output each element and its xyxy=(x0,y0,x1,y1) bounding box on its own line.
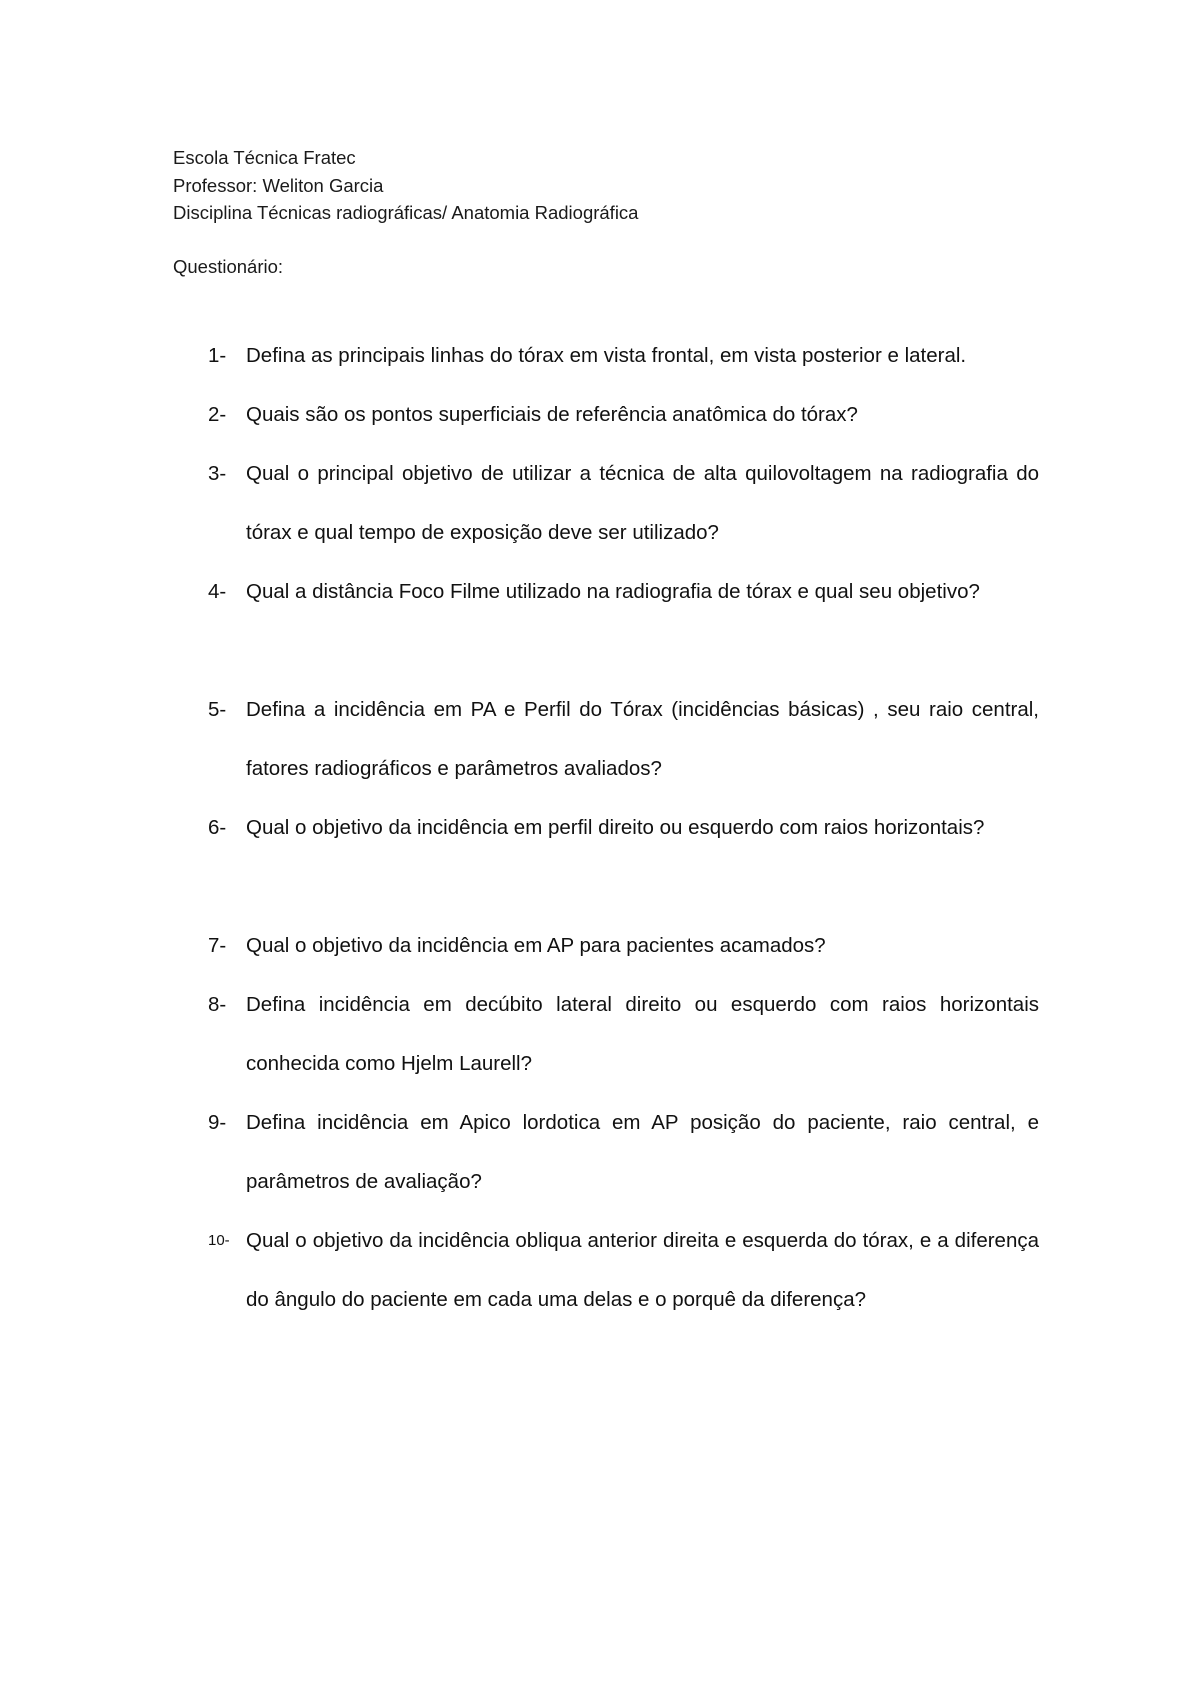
question-text: Quais são os pontos superficiais de referência anatômica do tórax? xyxy=(246,403,858,426)
question-number: 2- xyxy=(208,403,227,426)
question-item xyxy=(208,385,1039,444)
question-number: 10- xyxy=(208,1232,230,1249)
question-item xyxy=(208,1211,1039,1329)
subject-name: Disciplina Técnicas radiográficas/ Anatomia Radiográfica xyxy=(173,202,639,223)
question-number: 6- xyxy=(208,816,227,839)
document-header xyxy=(173,144,638,280)
question-text: Defina incidência em Apico lordotica em AP posição do paciente, raio central, e parâmetros de avaliação? xyxy=(246,1111,1039,1193)
question-item xyxy=(208,326,1039,385)
question-text: Qual a distância Foco Filme utilizado na radiografia de tórax e qual seu objetivo? xyxy=(246,580,980,603)
question-text: Qual o principal objetivo de utilizar a técnica de alta quilovoltagem na radiografia do tórax e qual tempo de exposição deve ser utilizado? xyxy=(246,462,1039,544)
question-text: Qual o objetivo da incidência em perfil direito ou esquerdo com raios horizontais? xyxy=(246,816,985,839)
teacher-name: Professor: Weliton Garcia xyxy=(173,174,384,196)
question-item xyxy=(208,680,1039,798)
question-text: Defina as principais linhas do tórax em vista frontal, em vista posterior e lateral. xyxy=(246,344,967,367)
question-text: Defina incidência em decúbito lateral direito ou esquerdo com raios horizontais conhecida como Hjelm Laurell? xyxy=(246,993,1039,1075)
question-number: 7- xyxy=(208,934,227,957)
question-number: 4- xyxy=(208,580,227,603)
question-text: Defina a incidência em PA e Perfil do Tórax (incidências básicas) , seu raio central, fatores radiográficos e parâmetros avaliados? xyxy=(246,698,1039,780)
question-number: 3- xyxy=(208,462,227,485)
question-item xyxy=(208,916,1039,975)
question-item xyxy=(208,975,1039,1093)
question-number: 8- xyxy=(208,993,227,1016)
school-name: Escola Técnica Fratec xyxy=(173,147,356,168)
header-spacer xyxy=(173,227,638,253)
question-item xyxy=(208,798,1039,857)
question-text: Qual o objetivo da incidência em AP para pacientes acamados? xyxy=(246,934,826,957)
question-item xyxy=(208,444,1039,562)
question-text: Qual o objetivo da incidência obliqua anterior direita e esquerda do tórax, e a diferença do ângulo do paciente em cada uma delas e o porquê da diferença? xyxy=(246,1229,1039,1311)
question-item xyxy=(208,562,1039,621)
section-title: Questionário: xyxy=(173,255,284,277)
question-number: 9- xyxy=(208,1111,227,1134)
question-number: 1- xyxy=(208,344,227,367)
question-item xyxy=(208,1093,1039,1211)
question-number: 5- xyxy=(208,698,227,721)
